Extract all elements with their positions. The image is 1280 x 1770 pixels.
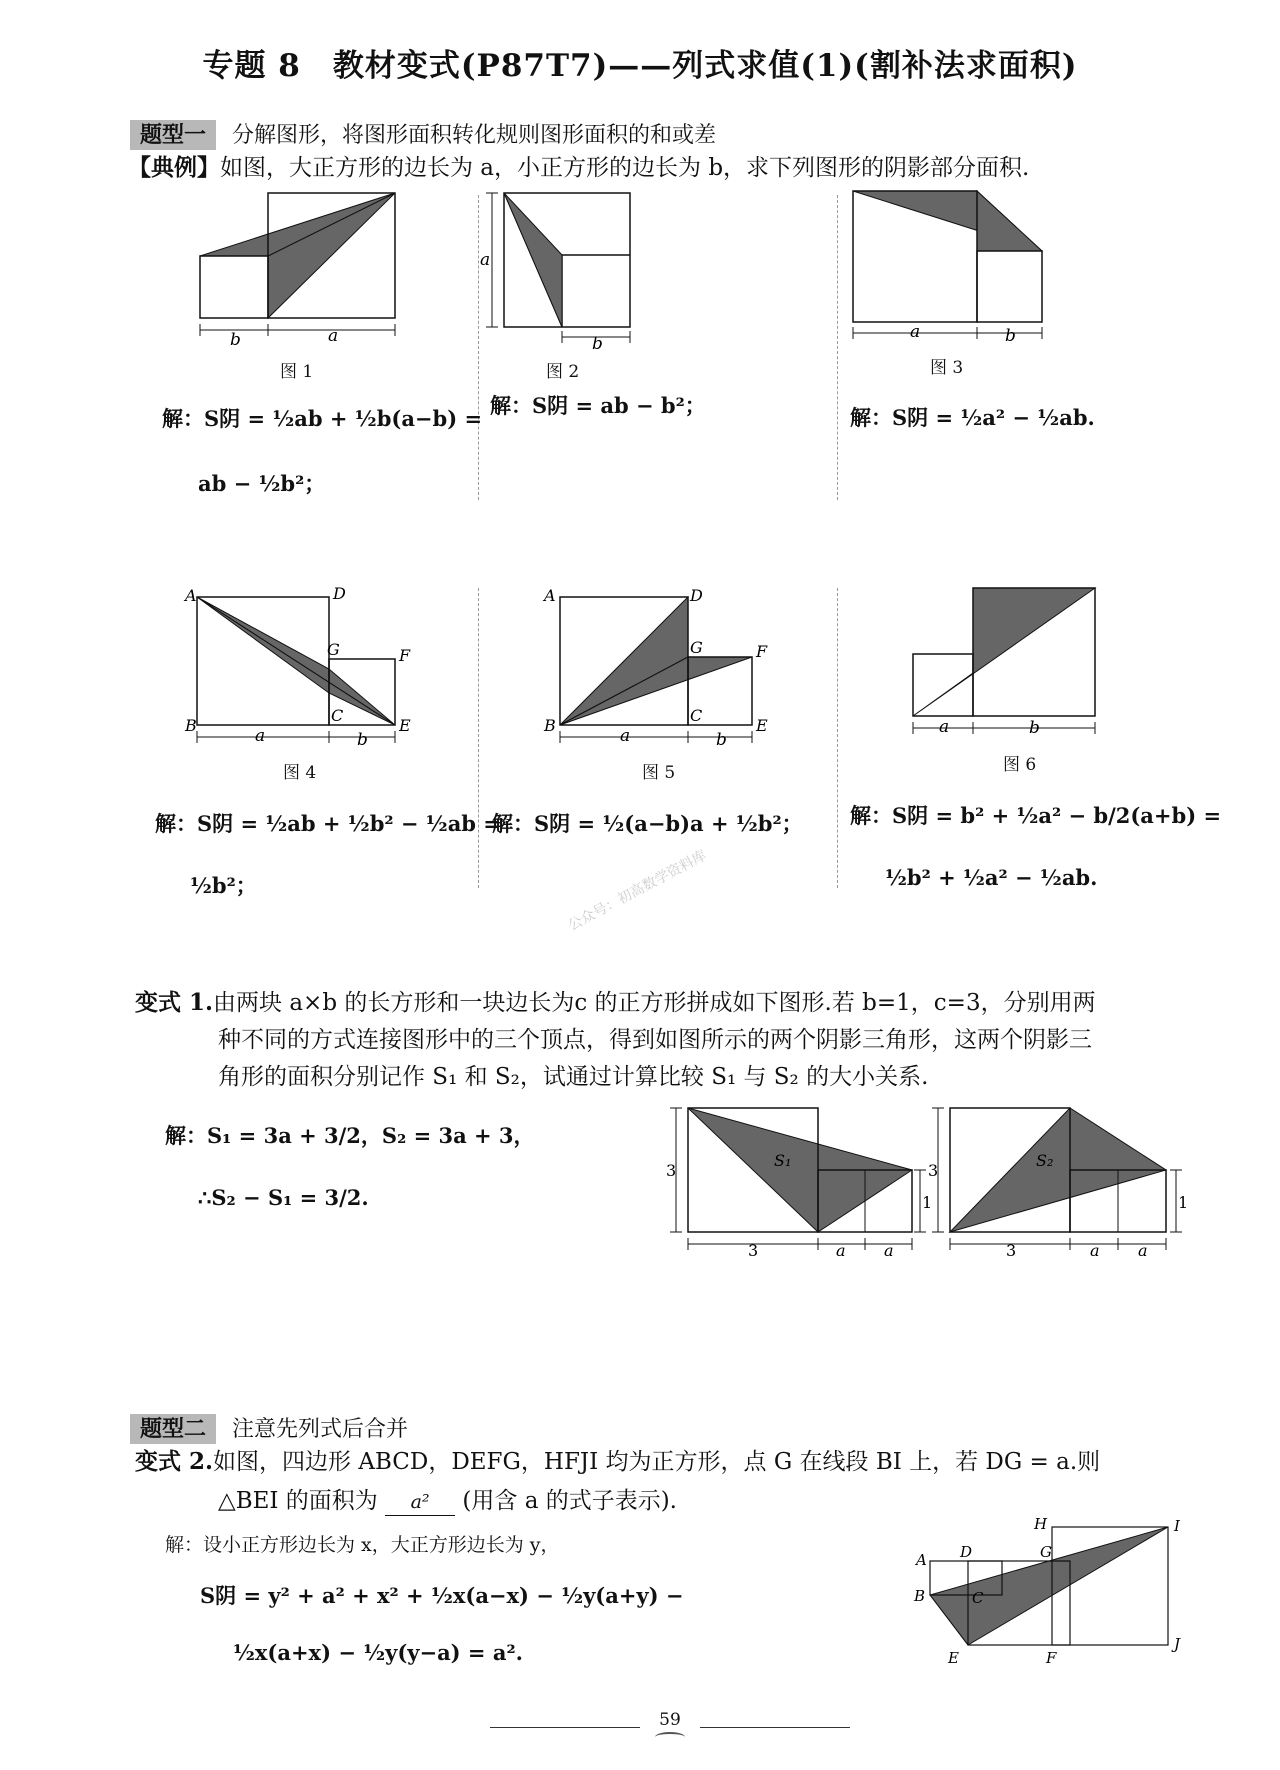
example-lead: 【典例】 xyxy=(128,154,220,181)
label-a: a xyxy=(620,726,631,746)
label-G: G xyxy=(1040,1543,1052,1561)
variant2-line1 xyxy=(135,1444,1100,1480)
caption-fig3: 图 3 xyxy=(930,358,964,378)
label-C: C xyxy=(690,706,703,725)
section-heading-text-1: 分解图形，将图形面积转化规则图形面积的和或差 xyxy=(232,123,717,148)
label-a: a xyxy=(1138,1241,1148,1260)
example-text: 如图，大正方形的边长为 a，小正方形的边长为 b，求下列图形的阴影部分面积. xyxy=(220,155,1030,181)
label-3: 3 xyxy=(666,1161,677,1180)
variant1-solution-line2: ∴S₂ − S₁ = 3/2. xyxy=(198,1185,369,1210)
section-tag-2: 题型二 xyxy=(130,1414,216,1444)
cut-corner xyxy=(562,255,630,327)
label-B: B xyxy=(544,716,556,735)
variant2-line2 xyxy=(218,1483,677,1519)
figure-4 xyxy=(185,585,415,750)
label-A: A xyxy=(916,1551,927,1569)
label-b: b xyxy=(230,330,241,350)
label-F: F xyxy=(399,646,411,665)
label-J: J xyxy=(1174,1635,1181,1653)
figure-variant1-s1 xyxy=(666,1098,933,1260)
variant2-lead: 变式 2. xyxy=(135,1448,214,1475)
label-a: a xyxy=(910,322,921,342)
label-a: a xyxy=(884,1241,894,1260)
label-A: A xyxy=(544,586,556,605)
variant2-solution-line2: S阴 = y² + a² + x² + ½x(a−x) − ½y(a+y) − xyxy=(200,1583,684,1608)
label-a: a xyxy=(1090,1241,1100,1260)
shaded-region xyxy=(560,597,688,725)
label-F: F xyxy=(1046,1649,1057,1667)
label-a: a xyxy=(255,726,266,746)
label-B: B xyxy=(914,1587,926,1605)
page-title: 专题 8 教材变式(P87T7)——列式求值(1)(割补法求面积) xyxy=(202,48,1078,84)
example-prompt xyxy=(128,150,1029,186)
variant2-solution-line1: 解：设小正方形边长为 x，大正方形边长为 y， xyxy=(165,1534,560,1556)
section-heading-text-2: 注意先列式后合并 xyxy=(232,1417,409,1442)
label-a: a xyxy=(836,1241,846,1260)
label-B: B xyxy=(185,716,197,735)
small-square xyxy=(200,256,268,318)
shaded-region xyxy=(913,588,1095,716)
variant1-lead: 变式 1. xyxy=(135,989,214,1016)
label-C: C xyxy=(972,1589,984,1607)
label-I: I xyxy=(1174,1517,1180,1535)
variant2-text2a: △BEI 的面积为 xyxy=(218,1488,378,1514)
label-F: F xyxy=(756,642,768,661)
variant1-line1 xyxy=(135,985,1096,1021)
caption-fig1: 图 1 xyxy=(280,362,314,382)
footer-rule-right xyxy=(700,1727,850,1728)
label-E: E xyxy=(948,1649,959,1667)
label-b: b xyxy=(1005,326,1016,346)
column-divider xyxy=(478,588,479,888)
label-G: G xyxy=(327,640,340,659)
solution-fig2: 解：S阴 = ab − b²； xyxy=(490,393,706,418)
label-G: G xyxy=(690,638,703,657)
small-square xyxy=(913,654,973,716)
small-square xyxy=(977,251,1042,322)
label-3: 3 xyxy=(1006,1241,1017,1260)
solution-fig3: 解：S阴 = ½a² − ½ab. xyxy=(850,405,1095,430)
label-C: C xyxy=(331,706,344,725)
figure-5 xyxy=(540,585,780,750)
label-a: a xyxy=(939,717,950,737)
label-b: b xyxy=(357,730,368,750)
label-s2: S₂ xyxy=(1036,1151,1054,1170)
label-b: b xyxy=(1029,718,1040,738)
column-divider xyxy=(478,195,479,500)
label-1: 1 xyxy=(1178,1193,1189,1212)
answer-blank: a² xyxy=(385,1489,455,1516)
variant1-line2: 种不同的方式连接图形中的三个顶点，得到如图所示的两个阴影三角形，这两个阴影三 xyxy=(218,1027,1092,1053)
solution-fig6-line2: ½b² + ½a² − ½ab. xyxy=(885,865,1098,890)
shaded-region xyxy=(268,193,395,318)
variant2-text1: 如图，四边形 ABCD，DEFG，HFJI 均为正方形，点 G 在线段 BI 上，若 DG = a.则 xyxy=(213,1449,1101,1475)
variant2-text2b: (用含 a 的式子表示). xyxy=(462,1488,677,1514)
label-H: H xyxy=(1034,1515,1048,1533)
section-heading-2 xyxy=(130,1412,408,1443)
caption-fig6: 图 6 xyxy=(1003,755,1037,775)
footer-rule-left xyxy=(490,1727,640,1728)
book-icon xyxy=(655,1732,685,1742)
solution-fig1-line2: ab − ½b²； xyxy=(198,471,326,496)
label-b: b xyxy=(592,334,603,354)
label-A: A xyxy=(185,586,197,605)
label-1: 1 xyxy=(922,1193,933,1212)
label-D: D xyxy=(690,586,703,605)
figure-3 xyxy=(845,185,1070,345)
figure-2 xyxy=(480,185,642,354)
caption-fig2: 图 2 xyxy=(546,362,580,382)
label-E: E xyxy=(399,716,411,735)
label-3: 3 xyxy=(928,1161,939,1180)
label-s1: S₁ xyxy=(774,1151,792,1170)
figure-6 xyxy=(905,580,1115,740)
label-3: 3 xyxy=(748,1241,759,1260)
watermark: 公众号：初高数学资料库 xyxy=(565,847,710,935)
section-tag-1: 题型一 xyxy=(130,120,216,150)
variant1-line3: 角形的面积分别记作 S₁ 和 S₂，试通过计算比较 S₁ 与 S₂ 的大小关系. xyxy=(218,1064,929,1090)
figure-1 xyxy=(190,185,410,350)
caption-fig5: 图 5 xyxy=(642,763,676,783)
label-E: E xyxy=(756,716,768,735)
figure-variant2 xyxy=(900,1515,1190,1690)
section-heading-1 xyxy=(130,118,716,149)
label-b: b xyxy=(716,730,727,750)
solution-fig4-line1: 解：S阴 = ½ab + ½b² − ½ab = xyxy=(155,811,501,836)
variant1-text1: 由两块 a×b 的长方形和一块边长为c 的正方形拼成如下图形.若 b=1，c=3，分别用两 xyxy=(213,990,1096,1016)
variant2-solution-line3: ½x(a+x) − ½y(y−a) = a². xyxy=(233,1640,523,1665)
label-a: a xyxy=(328,326,339,346)
variant1-solution-line1: 解：S₁ = 3a + 3/2，S₂ = 3a + 3， xyxy=(165,1123,535,1148)
label-a: a xyxy=(480,250,491,270)
label-D: D xyxy=(960,1543,973,1561)
solution-fig4-line2: ½b²； xyxy=(190,873,257,898)
solution-fig6-line1: 解：S阴 = b² + ½a² − b/2(a+b) = xyxy=(850,803,1222,828)
caption-fig4: 图 4 xyxy=(283,763,317,783)
column-divider xyxy=(837,195,838,500)
solution-fig1-line1: 解：S阴 = ½ab + ½b(a−b) = xyxy=(162,406,483,431)
label-D: D xyxy=(333,584,346,603)
figure-variant1-s2 xyxy=(930,1098,1190,1258)
solution-fig5: 解：S阴 = ½(a−b)a + ½b²； xyxy=(492,811,803,836)
column-divider xyxy=(837,588,838,888)
page-number: 59 xyxy=(659,1710,681,1730)
